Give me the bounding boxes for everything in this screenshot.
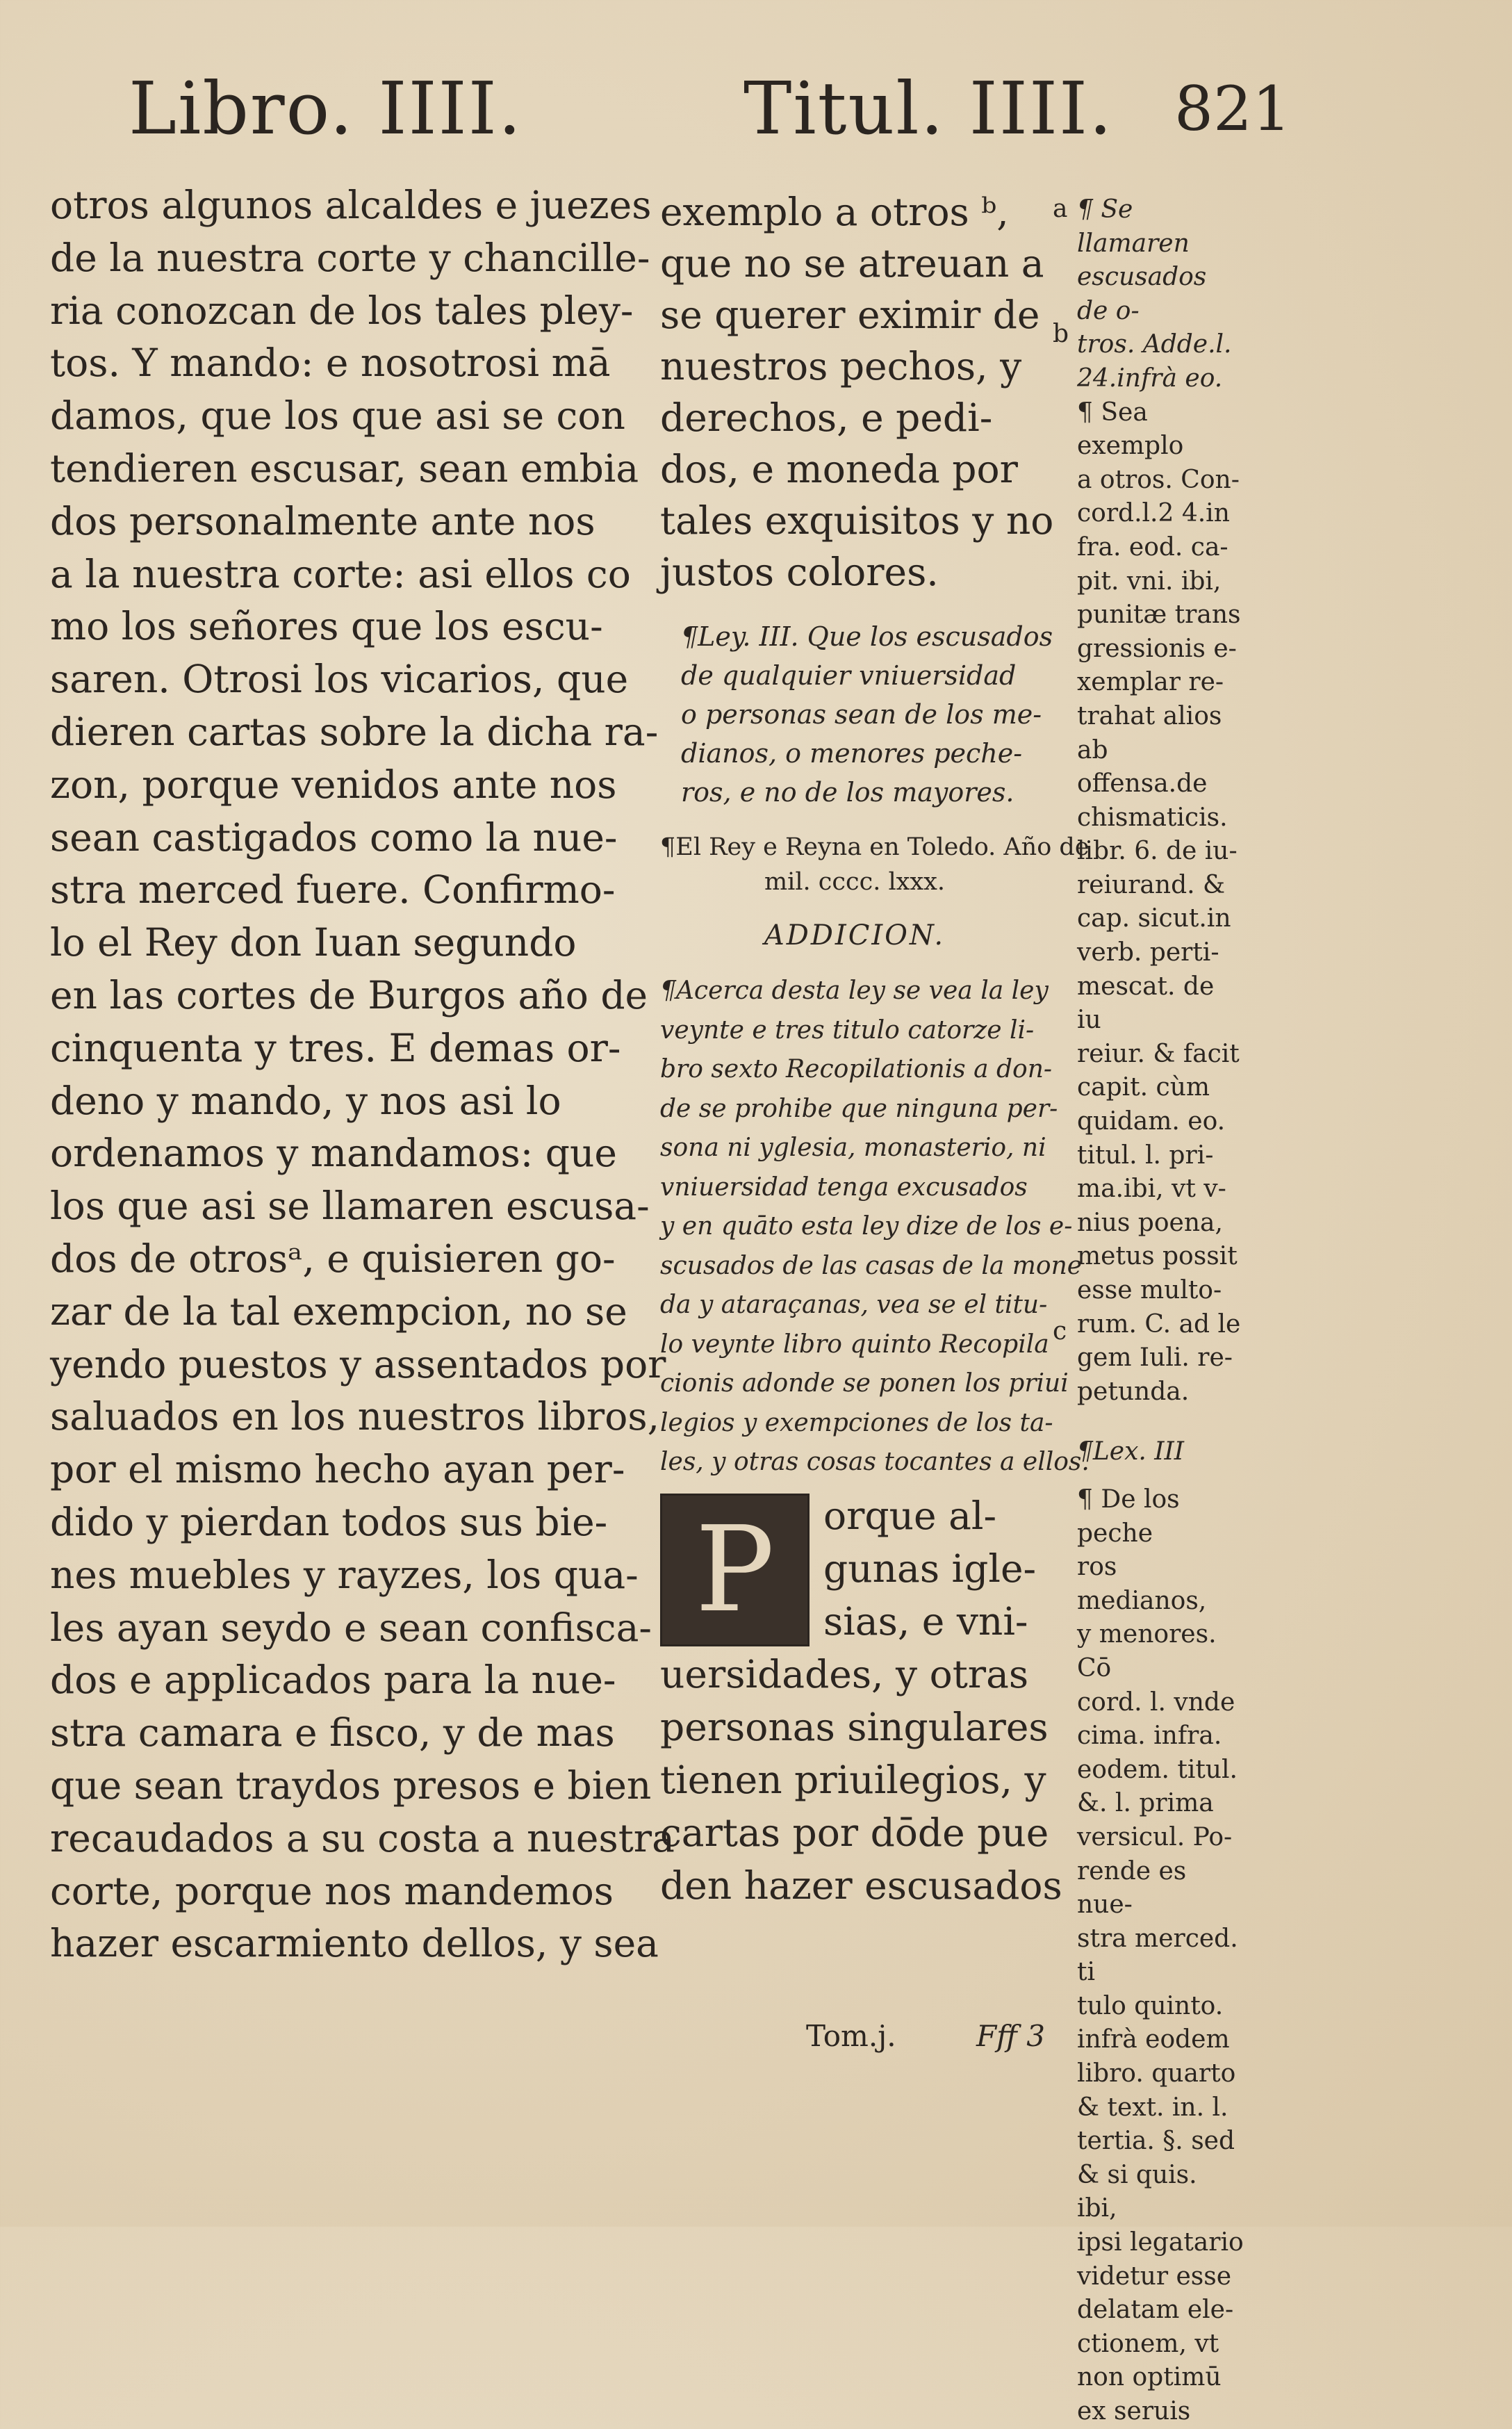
text-line: zar de la tal exempcion, no se (50, 1289, 627, 1334)
folio-number: 821 (1174, 73, 1291, 145)
marginal-note-line: reiur. & facit (1077, 1039, 1240, 1068)
text-line: de la nuestra corte y chancille- (50, 235, 650, 280)
text-line: deno y mando, y nos asi lo (50, 1078, 561, 1123)
text-line: que no se atreuan a (660, 241, 1044, 286)
marginal-note-line: ma.ibi, vt v- (1077, 1175, 1226, 1204)
text-line: tos. Y mando: e nosotrosi mā (50, 341, 611, 386)
marginal-note-line: tulo quinto. (1077, 1991, 1224, 2020)
marginal-note-line: rum. C. ad le (1077, 1309, 1241, 1339)
text-line: recaudados a su costa a nuestra (50, 1815, 675, 1860)
marginal-note-line: titul. l. pri- (1077, 1140, 1214, 1170)
marginal-note-line: videtur esse (1077, 2262, 1232, 2291)
text-line: tendieren escusar, sean embia (50, 445, 639, 491)
addicion-line: sona ni yglesia, monasterio, ni (660, 1134, 1046, 1162)
marginal-note-line: ¶ De los peche (1077, 1485, 1180, 1548)
text-line: derechos, e pedi- (660, 395, 993, 440)
middle-main-text (660, 186, 1054, 598)
marginal-note-line: reiurand. & (1077, 870, 1226, 899)
marginal-note-line: verb. perti- (1077, 938, 1219, 967)
text-line: les ayan seydo e sean confisca- (50, 1605, 652, 1650)
marginal-note-line: trahat alios (1077, 701, 1222, 730)
marginal-note-line: nius poena, (1077, 1208, 1223, 1237)
marginal-note-line: delatam ele- (1077, 2296, 1234, 2325)
addicion-line: de se prohibe que ninguna per- (660, 1094, 1058, 1123)
marginal-note-line: xemplar re- (1077, 668, 1224, 697)
marginal-note-line: pit. vni. ibi, (1077, 566, 1222, 596)
marginal-note-a (1077, 193, 1244, 396)
marker-a: a (1053, 195, 1068, 223)
text-line: cinquenta y tres. E demas or- (50, 1025, 621, 1070)
text-line: ria conozcan de los tales pley- (50, 288, 634, 333)
marginal-note-line: ¶ Se llamaren (1077, 195, 1190, 258)
text-line: stra camara e fisco, y de mas (50, 1710, 615, 1756)
marker-b: b (1053, 320, 1069, 348)
marginal-note-line: punitæ trans (1077, 600, 1241, 630)
signature-mark: Fff 3 (976, 2019, 1045, 2053)
marginal-note-line: a otros. Con- (1077, 465, 1240, 494)
law-heading (660, 617, 1053, 812)
marginal-note-line: gressionis e- (1077, 634, 1237, 663)
volume-mark: Tom.j. (806, 2019, 896, 2053)
marginal-note-line: y menores. Cō (1077, 1620, 1217, 1683)
marginal-note-line: ipsi legatario (1077, 2228, 1244, 2257)
text-line: ordenamos y mandamos: que (50, 1131, 617, 1176)
addicion-line: vniuersidad tenga excusados (660, 1172, 1028, 1202)
text-line: que sean traydos presos e bien (50, 1763, 652, 1808)
marginal-note-line: libro. quarto (1077, 2059, 1236, 2088)
text-line: sean castigados como la nue- (50, 815, 618, 860)
marginal-note-line: gem Iuli. re- (1077, 1343, 1233, 1373)
marginal-note-line: rende es nue- (1077, 1856, 1187, 1920)
marginal-note-line: eodem. titul. (1077, 1755, 1238, 1784)
text-line: cartas por dōde pue (660, 1810, 1049, 1855)
marginal-note-line: capit. cùm (1077, 1073, 1210, 1102)
text-line: a la nuestra corte: asi ellos co (50, 551, 631, 596)
text-line: den hazer escusados (660, 1863, 1062, 1908)
addicion-line: bro sexto Recopilationis a don- (660, 1055, 1053, 1083)
text-line: se querer eximir de (660, 293, 1040, 337)
text-line: saren. Otrosi los vicarios, que (50, 657, 629, 702)
marginal-note-line: 24.infrà eo. (1077, 363, 1223, 393)
addicion-line: cionis adonde se ponen los priui (660, 1369, 1069, 1398)
left-text-column (50, 179, 675, 1970)
middle-text-column (660, 186, 1090, 1912)
addicion-line: legios y exempciones de los ta- (660, 1408, 1053, 1437)
marginal-notes-column (1077, 193, 1244, 2429)
addicion-line: lo veynte libro quinto Recopila (660, 1330, 1049, 1359)
page-header (0, 66, 1512, 170)
text-line: los que asi se llamaren escusa- (50, 1184, 650, 1229)
marginal-note-line: &. l. prima (1077, 1789, 1214, 1818)
marginal-note-line: & text. in. l. (1077, 2093, 1228, 2122)
text-line: justos colores. (660, 550, 939, 594)
text-line: saluados en los nuestros libros, (50, 1394, 660, 1439)
marginal-note-line: cima. infra. (1077, 1721, 1222, 1751)
addicion-title: ADDICION. (764, 919, 946, 951)
marginal-note-line: esse multo- (1077, 1276, 1222, 1305)
marginal-note-line: metus possit (1077, 1242, 1238, 1271)
marginal-note-line: cap. sicut.in (1077, 904, 1231, 933)
text-line: yendo puestos y assentados por (50, 1341, 666, 1387)
law-heading-line: ros, e no de los mayores. (681, 777, 1014, 808)
marginal-note-line: cord.l.2 4.in (1077, 499, 1230, 528)
running-head-book: Libro. IIII. (129, 66, 523, 151)
text-line: corte, porque nos mandemos (50, 1868, 614, 1913)
addicion-line: veynte e tres titulo catorze li- (660, 1015, 1035, 1045)
running-head-title: Titul. IIII. (743, 66, 1114, 151)
king-note (660, 830, 1090, 899)
text-line: nuestros pechos, y (660, 344, 1022, 389)
addicion-line: da y ataraçanas, vea se el titu- (660, 1291, 1048, 1319)
marginal-note-line: ab offensa.de (1077, 735, 1208, 799)
addicion-text (660, 972, 1090, 1482)
decorated-initial-p: P (660, 1494, 810, 1646)
marker-c: c (1053, 1317, 1067, 1346)
text-line: en las cortes de Burgos año de (50, 972, 648, 1017)
text-line: stra merced fuere. Confirmo- (50, 867, 616, 913)
text-line: mo los señores que los escu- (50, 604, 603, 649)
addicion-line: les, y otras cosas tocantes a ellos. (660, 1448, 1090, 1476)
addicion-line: scusados de las casas de la mone (660, 1251, 1083, 1280)
marginal-note-line: mescat. de iu (1077, 972, 1215, 1035)
text-line: dos e applicados para la nue- (50, 1658, 616, 1703)
text-line: zon, porque venidos ante nos (50, 762, 617, 807)
law-heading-line: ¶Ley. III. Que los escusados (681, 621, 1053, 652)
king-note-line: mil. cccc. lxxx. (764, 868, 946, 896)
marginal-note-line: & si quis. ibi, (1077, 2160, 1197, 2223)
marginal-note-c (1077, 1483, 1244, 2429)
law-heading-line: de qualquier vniuersidad (681, 660, 1017, 691)
text-line: dos, e moneda por (660, 447, 1018, 491)
marginal-note-line: fra. eod. ca- (1077, 532, 1228, 562)
law-heading-line: o personas sean de los me- (681, 699, 1042, 730)
marginal-note-line: versicul. Po- (1077, 1822, 1233, 1851)
marginal-note-line: escusados de o- (1077, 263, 1207, 325)
marginal-note-line: ex seruis (1077, 2397, 1191, 2426)
text-line: por el mismo hecho ayan per- (50, 1447, 625, 1492)
porque-paragraph (660, 1489, 1062, 1912)
text-line: orque al- (823, 1493, 997, 1538)
marginal-note-b (1077, 396, 1244, 1409)
king-note-line: ¶El Rey e Reyna en Toledo. Año de (660, 833, 1090, 861)
text-line: exemplo a otros ᵇ, (660, 190, 1009, 234)
text-line: gunas igle- (823, 1546, 1037, 1591)
text-line: dos personalmente ante nos (50, 498, 595, 543)
marginal-note-line: infrà eodem (1077, 2025, 1230, 2054)
marginal-note-line: non optimū (1077, 2363, 1222, 2392)
marginal-note-line: petunda. (1077, 1377, 1190, 1406)
marginal-note-line: tertia. §. sed (1077, 2127, 1235, 2156)
marginal-note-line: chismaticis. (1077, 803, 1228, 832)
text-line: dido y pierdan todos sus bie- (50, 1499, 608, 1544)
text-line: hazer escarmiento dellos, y sea (50, 1921, 659, 1966)
law-heading-line: dianos, o menores peche- (681, 738, 1023, 769)
marginal-note-line: quidam. eo. (1077, 1107, 1226, 1136)
lex-heading: ¶Lex. III (1077, 1437, 1184, 1466)
text-line: dieren cartas sobre la dicha ra- (50, 709, 659, 754)
text-line: tales exquisitos y no (660, 498, 1054, 543)
addicion-line: y en quāto esta ley dize de los e- (660, 1212, 1073, 1241)
marginal-note-line: ¶ Sea exemplo (1077, 398, 1184, 461)
marginal-note-line: ros medianos, (1077, 1553, 1207, 1615)
text-line: otros algunos alcaldes e juezes (50, 183, 652, 227)
text-line: lo el Rey don Iuan segundo (50, 920, 577, 965)
marginal-note-line: libr. 6. de iu- (1077, 837, 1238, 866)
text-line: personas singulares (660, 1704, 1049, 1749)
marginal-note-line: stra merced. ti (1077, 1924, 1238, 1987)
marginal-note-line: ctionem, vt (1077, 2329, 1219, 2358)
marginal-note-line: cord. l. vnde (1077, 1687, 1235, 1717)
text-line: dos de otrosᵃ, e quisieren go- (50, 1236, 616, 1281)
text-line: tienen priuilegios, y (660, 1757, 1046, 1802)
addicion-line: ¶Acerca desta ley se vea la ley (660, 976, 1049, 1005)
text-line: uersidades, y otras (660, 1651, 1029, 1696)
marginal-note-line: tros. Adde.l. (1077, 330, 1232, 359)
text-line: sias, e vni- (823, 1598, 1028, 1644)
text-line: nes muebles y rayzes, los qua- (50, 1552, 639, 1597)
text-line: damos, que los que asi se con (50, 393, 625, 439)
